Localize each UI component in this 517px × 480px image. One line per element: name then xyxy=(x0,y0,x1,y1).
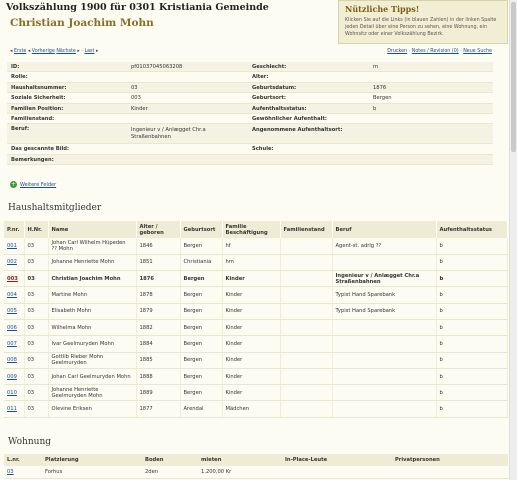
detail-label: Familien Position: xyxy=(11,105,64,112)
column-header: H.Nr. xyxy=(24,221,48,238)
table-cell: b xyxy=(436,401,508,417)
person-details xyxy=(7,62,493,165)
table-cell: b xyxy=(436,238,508,254)
detail-row xyxy=(7,72,493,82)
table-cell: Bergen xyxy=(180,287,222,303)
column-header: Platzierung xyxy=(42,454,142,466)
person-link[interactable]: 005 xyxy=(7,308,17,315)
table-cell: b xyxy=(436,287,508,303)
table-cell: Martine Mohn xyxy=(48,287,136,303)
column-header: Familie Beschäftigung xyxy=(222,221,280,238)
next-arrow-icon: ▸ xyxy=(77,49,80,54)
table-cell: Johanne Henriette Mohn xyxy=(48,254,136,270)
person-link[interactable]: 002 xyxy=(7,259,17,266)
vertical-scrollbar[interactable] xyxy=(509,0,517,480)
column-header: Boden xyxy=(142,454,198,466)
table-cell: b xyxy=(436,385,508,401)
column-header: mieten xyxy=(198,454,282,466)
table-cell: Johan Carl Geelmuryden Mohn xyxy=(48,368,136,384)
first-arrow-icon: ◂ xyxy=(10,49,13,54)
table-cell: Bergen xyxy=(180,336,222,352)
table-row xyxy=(4,238,508,254)
table-cell: b xyxy=(436,254,508,270)
detail-row xyxy=(7,83,493,93)
table-cell: Kinder xyxy=(222,319,280,335)
page-actions: Drucken · Notes / Revision (0) · Neue Suche xyxy=(387,49,492,54)
dwelling-title: Wohnung xyxy=(8,437,52,447)
notes-link[interactable]: Notes / Revision (0) xyxy=(411,49,459,54)
table-cell: 1876 xyxy=(136,271,180,287)
prev-arrow-icon: ◂ xyxy=(27,49,31,54)
scrollbar-thumb[interactable] xyxy=(511,2,516,152)
table-cell: b xyxy=(436,368,508,384)
detail-label: Gewöhnlicher Aufenthalt: xyxy=(252,115,327,122)
table-cell: 1885 xyxy=(136,352,180,368)
table-cell: 03 xyxy=(24,271,48,287)
table-cell: Christiania xyxy=(180,254,222,270)
person-link[interactable]: 010 xyxy=(7,389,17,396)
detail-label: Familienstand: xyxy=(11,115,55,122)
detail-label: Haushaltsnummer: xyxy=(11,84,67,91)
last-link[interactable]: Last xyxy=(84,49,95,54)
dwelling-link[interactable]: 03 xyxy=(7,468,14,475)
table-cell: b xyxy=(436,319,508,335)
table-cell: 03 xyxy=(24,336,48,352)
table-cell xyxy=(280,287,332,303)
table-cell: 1851 xyxy=(136,254,180,270)
detail-row xyxy=(7,62,493,72)
detail-label: ID: xyxy=(11,64,20,70)
table-cell xyxy=(282,466,392,478)
table-row xyxy=(4,254,508,270)
table-cell: 03 xyxy=(24,303,48,319)
detail-label: Beruf: xyxy=(11,126,30,133)
tips-box xyxy=(338,0,508,44)
detail-value: 03 xyxy=(131,84,138,91)
person-link[interactable]: 007 xyxy=(7,340,17,347)
census-title: Volkszählung 1900 für 0301 Kristiania Gemeinde xyxy=(6,2,269,13)
detail-label: Rolle: xyxy=(11,74,28,81)
print-link[interactable]: Drucken xyxy=(387,49,408,54)
table-cell xyxy=(332,336,436,352)
table-cell: Bergen xyxy=(180,238,222,254)
table-cell: Bergen xyxy=(180,368,222,384)
table-cell: Kinder xyxy=(222,303,280,319)
person-link[interactable]: 006 xyxy=(7,324,17,331)
table-cell xyxy=(392,466,508,478)
table-cell: Bergen xyxy=(180,303,222,319)
table-cell: Bergen xyxy=(180,271,222,287)
table-cell: Ingenieur v / Anlægget Chr.a Straßenbahnen xyxy=(332,271,436,287)
tips-title: Nützliche Tipps! xyxy=(345,4,420,14)
detail-value: pf01037045063208 xyxy=(131,64,183,70)
table-cell xyxy=(280,336,332,352)
table-cell: Elisabeth Mohn xyxy=(48,303,136,319)
next-link[interactable]: Nächste xyxy=(56,49,76,54)
detail-label: Aufenthaltsstatus: xyxy=(252,105,307,112)
table-cell: 03 xyxy=(24,401,48,417)
table-cell: Olevine Eriksen xyxy=(48,401,136,417)
table-cell: Kinder xyxy=(222,368,280,384)
plus-icon: + xyxy=(10,181,17,188)
table-cell: b xyxy=(436,336,508,352)
table-cell: Kinder xyxy=(222,385,280,401)
detail-row xyxy=(7,114,493,124)
table-cell: 1888 xyxy=(136,368,180,384)
table-row xyxy=(4,385,508,401)
table-cell: Bergen xyxy=(180,319,222,335)
table-row xyxy=(4,352,508,368)
detail-label: Das gescannte Bild: xyxy=(11,146,70,153)
table-cell xyxy=(280,401,332,417)
table-cell xyxy=(280,368,332,384)
table-cell: 1877 xyxy=(136,401,180,417)
table-row xyxy=(4,368,508,384)
dwelling-table xyxy=(4,454,508,479)
table-cell: 1889 xyxy=(136,385,180,401)
table-cell xyxy=(280,238,332,254)
prev-link[interactable]: Vorherige xyxy=(31,49,55,54)
table-cell: Forhus xyxy=(42,466,142,478)
column-header: Aufenthaltsstatus xyxy=(436,221,508,238)
table-cell: Gottlib Rieber Mohn Geelmuryden xyxy=(48,352,136,368)
detail-value: 1876 xyxy=(373,84,387,91)
detail-label: Geburtsdatum: xyxy=(252,84,297,91)
column-header: Familienstand xyxy=(280,221,332,238)
column-header: Alter / geboren xyxy=(136,221,180,238)
record-navigation: ◂ Erste ◂ Vorherige Nächste ▸ · Last ▸ Drucken · Notes / Revision (0) · Neue Suche xyxy=(10,49,492,54)
detail-label: Alter: xyxy=(252,74,269,81)
person-link[interactable]: 009 xyxy=(7,373,17,380)
table-cell xyxy=(280,254,332,270)
table-cell: Kinder xyxy=(222,336,280,352)
column-header: P.nr. xyxy=(4,221,24,238)
detail-label: Schule: xyxy=(252,146,274,153)
table-cell: b xyxy=(436,271,508,287)
table-header-row xyxy=(4,454,508,466)
table-cell xyxy=(280,319,332,335)
table-row xyxy=(4,401,508,417)
table-cell: 1882 xyxy=(136,319,180,335)
table-cell: 03 xyxy=(24,385,48,401)
table-cell: Kinder xyxy=(222,352,280,368)
table-cell xyxy=(280,303,332,319)
table-row xyxy=(4,287,508,303)
table-cell: 1884 xyxy=(136,336,180,352)
table-cell: 1879 xyxy=(136,303,180,319)
page-header xyxy=(0,0,517,46)
table-cell: 03 xyxy=(24,368,48,384)
detail-row xyxy=(7,124,493,144)
detail-value: Ingenieur v / Anlægget Chr.a Straßenbahnen xyxy=(131,127,206,141)
table-cell: 03 xyxy=(24,238,48,254)
table-cell: Christian Joachim Mohn xyxy=(48,271,136,287)
detail-row xyxy=(7,155,493,165)
column-header: Name xyxy=(48,221,136,238)
table-row xyxy=(4,319,508,335)
column-header: Geburtsort xyxy=(180,221,222,238)
household-table xyxy=(4,221,508,418)
table-cell xyxy=(332,352,436,368)
detail-value: m xyxy=(373,64,379,70)
person-name-title: Christian Joachim Mohn xyxy=(10,17,154,29)
table-cell: hf xyxy=(222,238,280,254)
detail-label: Angenommene Aufenthaltsort: xyxy=(252,127,343,134)
table-cell: 1878 xyxy=(136,287,180,303)
person-link[interactable]: 004 xyxy=(7,292,17,299)
detail-row xyxy=(7,104,493,114)
table-cell: 03 xyxy=(24,352,48,368)
detail-value: Bergen xyxy=(373,95,392,102)
person-link[interactable]: 001 xyxy=(7,242,17,249)
table-cell: hm xyxy=(222,254,280,270)
detail-label: Geburtsort: xyxy=(252,95,286,102)
last-arrow-icon: ▸ xyxy=(95,49,99,54)
detail-label: Geschlecht: xyxy=(252,64,287,70)
table-cell xyxy=(280,352,332,368)
table-cell: Typist Hand Sparebank xyxy=(332,303,436,319)
table-cell xyxy=(280,385,332,401)
detail-row xyxy=(7,93,493,103)
table-cell: Bergen xyxy=(180,385,222,401)
column-header: Privatpersonen xyxy=(392,454,508,466)
table-row xyxy=(4,466,508,478)
table-cell: Typist Hand Sparebank xyxy=(332,287,436,303)
table-cell: Kinder xyxy=(222,271,280,287)
table-cell xyxy=(332,385,436,401)
detail-value: b xyxy=(373,105,377,112)
detail-row xyxy=(7,144,493,154)
column-header: In-Place-Leute xyxy=(282,454,392,466)
table-cell: b xyxy=(436,352,508,368)
column-header: Beruf xyxy=(332,221,436,238)
detail-label: Bemerkungen: xyxy=(11,156,54,163)
table-cell: Arendal xyxy=(180,401,222,417)
table-cell: Johan Carl Wilhelm Hüpeden ?? Mohn xyxy=(48,238,136,254)
table-cell: 03 xyxy=(24,319,48,335)
table-cell xyxy=(332,401,436,417)
more-fields-toggle[interactable] xyxy=(10,181,56,188)
table-row xyxy=(4,271,508,287)
table-cell xyxy=(280,271,332,287)
table-cell: 03 xyxy=(24,254,48,270)
table-cell: 03 xyxy=(24,287,48,303)
person-link[interactable]: 008 xyxy=(7,357,17,364)
tips-text: Klicken Sie auf die Links (in blauen Zahlen) in der linken Spalte jeden Detail über eine Person zu sehen, eine Wohnung, ein Wohnsitz oder einer Volkszählung Bezirk. xyxy=(345,18,497,37)
person-link[interactable]: 003 xyxy=(7,275,18,282)
detail-value: Kinder xyxy=(131,105,148,112)
table-cell: 2den xyxy=(142,466,198,478)
table-cell: Mädchen xyxy=(222,401,280,417)
new-search-link[interactable]: Neue Suche xyxy=(463,49,492,54)
detail-label: Soziale Sicherheit: xyxy=(11,95,66,102)
table-row xyxy=(4,336,508,352)
table-cell: Wilhelma Mohn xyxy=(48,319,136,335)
person-link[interactable]: 011 xyxy=(7,406,17,413)
table-cell: b xyxy=(436,303,508,319)
column-header: L.nr. xyxy=(4,454,42,466)
table-cell: Johanne Henriette Geelmuryden Mohn xyxy=(48,385,136,401)
table-cell: Bergen xyxy=(180,352,222,368)
table-cell: Agent-st. adrlg ?? xyxy=(332,238,436,254)
table-cell: Kinder xyxy=(222,287,280,303)
first-link[interactable]: Erste xyxy=(13,49,27,54)
table-cell xyxy=(332,254,436,270)
table-cell xyxy=(332,319,436,335)
household-title: Haushaltsmitglieder xyxy=(8,203,102,213)
detail-value: 003 xyxy=(131,95,141,102)
table-row xyxy=(4,303,508,319)
table-cell: Ivar Geelmuryden Mohn xyxy=(48,336,136,352)
more-fields-link[interactable]: Weitere Felder xyxy=(20,182,57,188)
table-cell: 1.200,00 Kr xyxy=(198,466,282,478)
table-cell xyxy=(332,368,436,384)
table-header-row xyxy=(4,221,508,238)
table-cell: 1846 xyxy=(136,238,180,254)
